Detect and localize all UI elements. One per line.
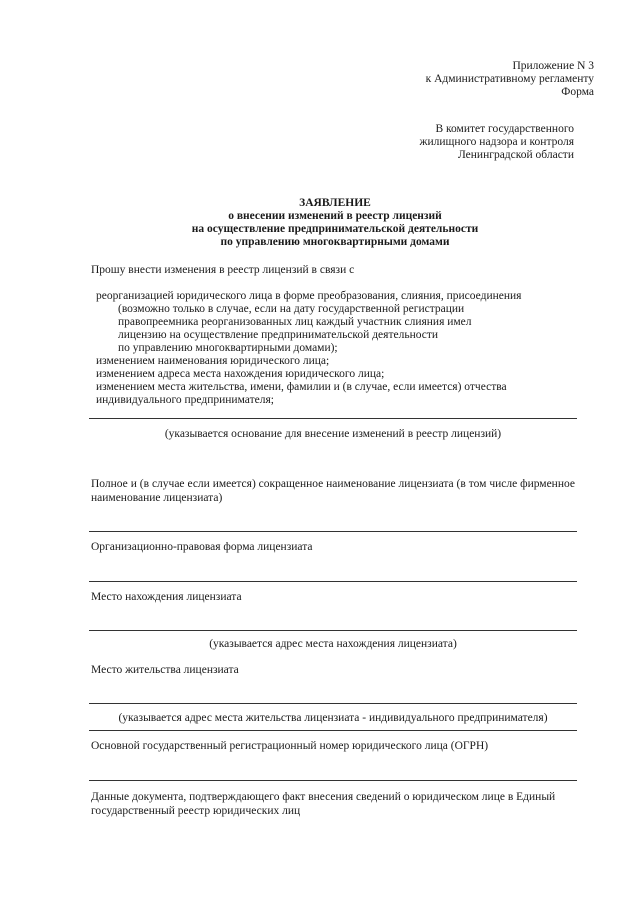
title-line-1: ЗАЯВЛЕНИЕ (299, 197, 371, 209)
residence-fill-line[interactable] (89, 703, 577, 704)
appendix-number: Приложение N 3 (512, 60, 594, 72)
reason-reorganization: реорганизацией юридического лица в форме преобразования, слияния, присоединения (96, 290, 522, 302)
reason-reorganization-note-4: по управлению многоквартирными домами); (118, 342, 338, 354)
appendix-regulation: к Административному регламенту (425, 73, 594, 85)
addressee-line-2: жилищного надзора и контроля (419, 136, 574, 148)
basis-fill-line (89, 418, 577, 419)
appendix-header (294, 60, 594, 99)
ogrn-fill-line[interactable] (89, 780, 577, 781)
reasons-list (96, 290, 556, 407)
ogrn-label: Основной государственный регистрационный номер юридического лица (ОГРН) (91, 740, 489, 752)
legal-form-fill-line[interactable] (89, 581, 577, 582)
reason-address-change: изменением адреса места нахождения юридического лица; (96, 368, 385, 380)
basis-caption: (указывается основание для внесение изменений в реестр лицензий) (164, 428, 502, 440)
title-line-3: на осуществление предпринимательской деятельности (191, 223, 479, 235)
addressee-line-3: Ленинградской области (457, 149, 574, 161)
location-label: Место нахождения лицензиата (91, 591, 242, 603)
location-caption: (указывается адрес места нахождения лицензиата) (209, 638, 457, 650)
title-line-2: о внесении изменений в реестр лицензий (228, 210, 442, 222)
residence-caption: (указывается адрес места жительства лицензиата - индивидуального предпринимателя) (118, 712, 548, 724)
addressee-line-1: В комитет государственного (435, 123, 574, 135)
reason-reorganization-note-2: правопреемника реорганизованных лиц каждый участник слияния имел (118, 316, 472, 328)
document-title (150, 197, 520, 249)
title-line-4: по управлению многоквартирными домами (220, 236, 450, 248)
egrul-label: Данные документа, подтверждающего факт внесения сведений о юридическом лице в Единый государственный реестр юридических лиц (91, 791, 556, 817)
reason-name-change: изменением наименования юридического лица; (96, 355, 330, 367)
residence-label: Место жительства лицензиата (91, 664, 239, 676)
appendix-form: Форма (561, 86, 594, 98)
full-name-label: Полное и (в случае если имеется) сокращенное наименование лицензиата (в том числе фирменное наименование лицензиата) (91, 478, 575, 504)
reason-reorganization-note-3: лицензию на осуществление предпринимательской деятельности (118, 329, 439, 341)
legal-form-label: Организационно-правовая форма лицензиата (91, 541, 313, 553)
reason-reorganization-note-1: (возможно только в случае, если на дату государственной регистрации (118, 303, 465, 315)
full-name-fill-line[interactable] (89, 531, 577, 532)
reason-residence-change: изменением места жительства, имени, фамилии и (в случае, если имеется) отчества (96, 381, 507, 393)
addressee-block (274, 123, 574, 162)
residence-caption-underline (89, 730, 577, 731)
request-intro: Прошу внести изменения в реестр лицензий в связи с (91, 264, 355, 276)
location-fill-line[interactable] (89, 630, 577, 631)
reason-residence-change-cont: индивидуального предпринимателя; (96, 394, 274, 406)
